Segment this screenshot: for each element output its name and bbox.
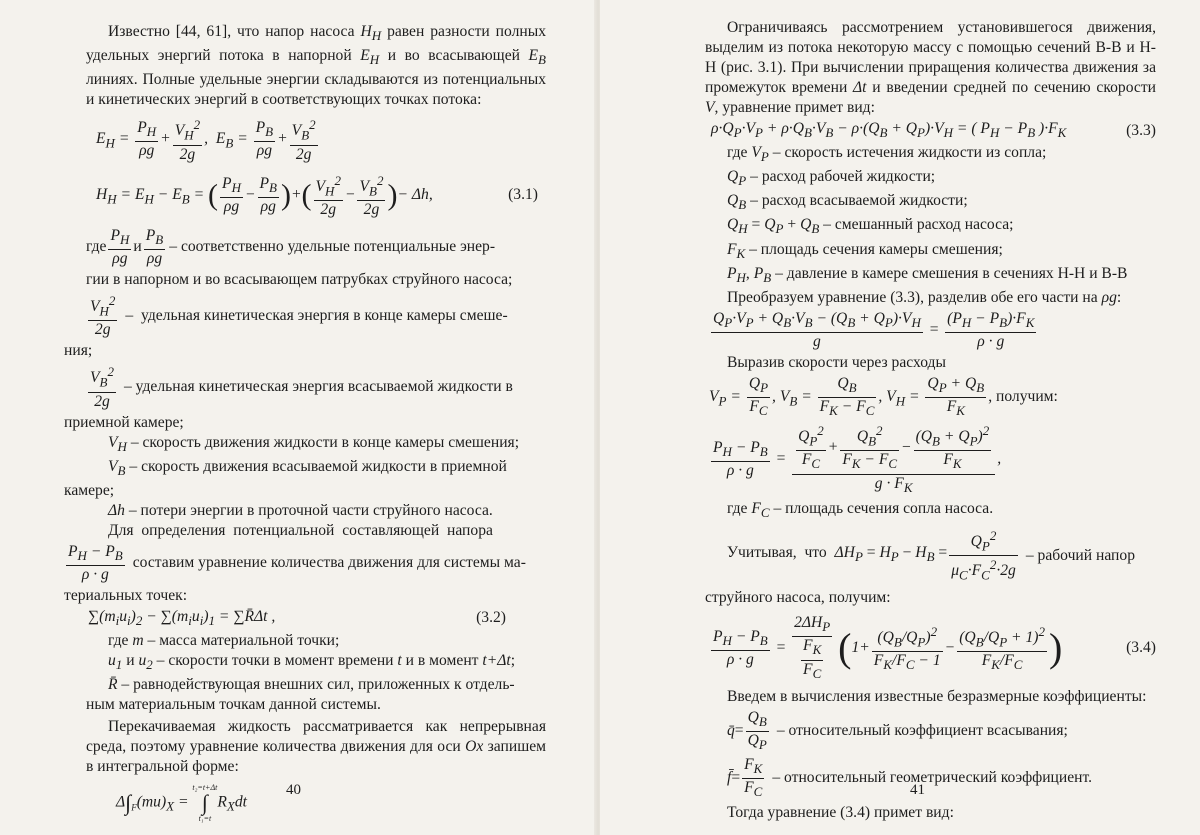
speeds-equation: $V_P$ = $\frac{Q_P}{F_C}$ , $V_B$ = $\frac{Q_B}{F_K - F_C}$ , $V_H$ = $\frac{Q_P + Q_B}{F_K}$ , получим: — [709, 374, 1058, 419]
definition-qh: $Q_H = Q_P + Q_B$ – смешанный расход насоса; — [727, 216, 1014, 237]
definition-potential-energy: где $\frac{P_H}{\rho g}$ и $\frac{P_B}{\rho g}$ – соответственно удельные потенциальные энер- — [86, 226, 496, 267]
equation-number-3-4: (3.4) — [1126, 639, 1156, 657]
integral-intro-paragraph: Перекачиваемая жидкость рассматривается как непрерывная среда, поэтому уравнение количества движения для оси Ox запишем в интегральной форме: — [86, 718, 546, 776]
equation-3-4: $\frac{P_H - P_B}{\rho \cdot g}$ = $\frac{2\Delta H_P}{\frac{F_K}{F_C}}$ (1+ $\frac{(Q_B/Q_P)^2}{F_K/F_C - 1}$ − $\frac{(Q_B/Q_P + 1)^2}{F_K/F_C}$ ) (3.4) — [713, 614, 1156, 681]
definition-u: $u_1$ и $u_2$ – скорости точки в момент времени t и в момент t+Δt; — [108, 651, 516, 673]
page-number: 41 — [910, 782, 925, 798]
equation-number-3-1: (3.1) — [508, 186, 538, 204]
definition-r: R̄ – равнодействующая внешних сил, приложенных к отдель- — [108, 676, 515, 694]
momentum-intro-paragraph: Для определения потенциальной составляющей напора — [108, 521, 493, 539]
coefficients-intro: Введем в вычисления известные безразмерные коэффициенты: — [727, 687, 1147, 705]
page-number: 40 — [286, 782, 301, 798]
definition-f-coefficient: f̄ = $\frac{F_K}{F_C}$ – относительный геометрический коэффициент. — [727, 755, 1093, 800]
definition-fk: $F_K$ – площадь сечения камеры смешения; — [727, 240, 1003, 261]
definition-qp: $Q_P$ – расход рабочей жидкости; — [727, 168, 936, 189]
definition-q-coefficient: q̄ = $\frac{Q_B}{Q_P}$ – относительный коэффициент всасывания; — [727, 708, 1068, 752]
definition-vb-kinetic: $\frac{V_B^2}{2g}$ – удельная кинетическая энергия всасываемой жидкости в — [90, 364, 513, 410]
final-paragraph: Тогда уравнение (3.4) примет вид: — [727, 804, 954, 822]
head-equation: $H_H = E_H - E_B$ = ( $\frac{P_H}{\rho g}$ − $\frac{P_B}{\rho g}$ )+( $\frac{V_H^2}{2g}$ − $\frac{V_B^2}{2g}$ )− Δh, (3.1) — [96, 172, 538, 218]
energy-equation: $E_H$ = $\frac{P_H}{\rho g}$ + $\frac{V_H^2}{2g}$ , $E_B$ = $\frac{P_B}{\rho g}$ + $\frac{V_B^2}{2g}$ — [96, 117, 316, 163]
definition-vb-speed: $V_B$ – скорость движения всасываемой жидкости в приемной — [108, 457, 507, 478]
equation-number-3-3: (3.3) — [1126, 121, 1156, 139]
momentum-equation: $\sum(m_iu_i)_2 - \sum(m_iu_i)_1$ = ∑R̄Δt , (3.2) — [88, 607, 506, 628]
intro-paragraph-render: Известно [44, 61], что напор насоса $H_H$ равен разности полных удельных энергий потока в напорной $E_H$ и во всасывающей $E_B$ линиях. Полные удельные энергии складываются из потенциальных и кинетических энергий в соответствующих точках потока: — [86, 23, 547, 109]
definition-dh: Δh – потери энергии в проточной части струйного насоса. — [108, 501, 493, 519]
definition-m: где m – масса материальной точки; — [108, 631, 340, 649]
speeds-intro: Выразив скорости через расходы — [727, 353, 946, 371]
equation-number-3-2: (3.2) — [476, 609, 506, 627]
equation-3-3: $\rho\cdot Q_P\cdot V_P + \rho\cdot Q_B\cdot V_B - \rho\cdot(Q_B + Q_P)\cdot V_H$ = ( $P_H - P_B$ )$\cdot F_K$ (3.3) — [711, 120, 1156, 141]
definition-vh-kinetic: $\frac{V_H^2}{2g}$ – удельная кинетическая энергия в конце камеры смеше- — [90, 292, 508, 339]
right-page: Ограничиваясь рассмотрением установившегося движения, выделим из потока некоторую массу с помощью сечений В-В и Н-Н (рис. 3.1). При вычислении приращения количества движения за промежуток времени Δt и введении средней по сечению скорости V, уравнение примет вид: $\rho\cdot Q_P\cdot V_P + \rho\cdot Q_B\cdot V_B - \rho\cdot(Q_B + Q_P)\cdot V_H$ = ( $P_H - P_B$ )$\cdot F_K$ (3.3) где $V_P$ – скорость истечения жидкости из сопла; $Q_P$ – расход рабочей жидкости; $Q_B$ – расход всасываемой жидкости; $Q_H = Q_P + Q_B$ – смешанный расход насоса; $F_K$ – площадь сечения камеры смешения; $P_H$, $P_B$ – давление в камере смешения в сечениях Н-Н и В-В Преобразуем уравнение (3.3), разделив обе его части на ρg: $\frac{Q_P\cdot V_P + Q_B\cdot V_B - (Q_B + Q_P)\cdot V_H}{g}$ = $\frac{(P_H - P_B)\cdot F_K}{\rho \cdot g}$ Выразив скорости через расходы $V_P$ = $\frac{Q_P}{F_C}$ , $V_B$ = $\frac{Q_B}{F_K - F_C}$ , $V_H$ = $\frac{Q_P + Q_B}{F_K}$ , получим: $\frac{P_H - P_B}{\rho \cdot g}$ = $\frac{Q_P^2}{F_C}$ + $\frac{Q_B^2}{F_K - F_C}$ − $\frac{(Q_B + Q_P)^2}{F_K}$ $g \cdot F_K$ , где $F_C$ – площадь сечения сопла насоса. Учитывая, что $\Delta H_P = H_P - H_B$ = $\frac{Q_P^2}{\mu_C\cdot F_C^2\cdot 2g}$ – рабочий напор струйного насоса, получим: $\frac{P_H - P_B}{\rho \cdot g}$ = $\frac{2\Delta H_P}{\frac{F_K}{F_C}}$ (1+ $\frac{(Q_B/Q_P)^2}{F_K/F_C - 1}$ − $\frac{(Q_B/Q_P + 1)^2}{F_K/F_C}$ ) (3.4) Введем в вычисления известные безразмерные коэффициенты: q̄ = $\frac{Q_B}{Q_P}$ – относительный коэффициент всасывания; f̄ = $\frac{F_K}{F_C}$ – относительный геометрический коэффициент. Тогда уравнение (3.4) примет вид: 41 — [600, 0, 1200, 835]
definition-vp: где $V_P$ – скорость истечения жидкости из сопла; — [727, 144, 1047, 165]
left-page: Известно [44, 61], что напор насоса $H_H$ равен разности полных удельных энергий потока в напорной $E_H$ и во всасывающей $E_B$ линиях. Полные удельные энергии складываются из потенциальных и кинетических энергий в соответствующих точках потока: $E_H$ = $\frac{P_H}{\rho g}$ + $\frac{V_H^2}{2g}$ , $E_B$ = $\frac{P_B}{\rho g}$ + $\frac{V_B^2}{2g}$ $H_H = E_H - E_B$ = ( $\frac{P_H}{\rho g}$ − $\frac{P_B}{\rho g}$ )+( $\frac{V_H^2}{2g}$ − $\frac{V_B^2}{2g}$ )− Δh, (3.1) где $\frac{P_H}{\rho g}$ и $\frac{P_B}{\rho g}$ – соответственно удельные потенциальные энер- гии в напорном и во всасывающем патрубках струйного насоса; $\frac{V_H^2}{2g}$ – удельная кинетическая энергия в конце камеры смеше- ния; $\frac{V_B^2}{2g}$ – удельная кинетическая энергия всасываемой жидкости в приемной камере; $V_H$ – скорость движения жидкости в конце камеры смешения; $V_B$ – скорость движения всасываемой жидкости в приемной камере; Δh – потери энергии в проточной части струйного насоса. Для определения потенциальной составляющей напора $\frac{P_H - P_B}{\rho \cdot g}$ составим уравнение количества движения для системы ма- териальных точек: $\sum(m_iu_i)_2 - \sum(m_iu_i)_1$ = ∑R̄Δt , (3.2) где m – масса материальной точки; $u_1$ и $u_2$ – скорости точки в момент времени t и в момент t+Δt; R̄ – равнодействующая внешних сил, приложенных к отдель- ным материальным точкам данной системы. Перекачиваемая жидкость рассматривается как непрерывная среда, поэтому уравнение количества движения для оси Ox запишем в интегральной форме: $\Delta\int_F(mu)_X$ = t₂=t+Δt ∫ t₁=t $R_Xdt$ 40 — [0, 0, 596, 835]
definition-qb: $Q_B$ – расход всасываемой жидкости; — [727, 192, 968, 213]
divided-equation: $\frac{Q_P\cdot V_P + Q_B\cdot V_B - (Q_B + Q_P)\cdot V_H}{g}$ = $\frac{(P_H - P_B)\cdot F_K}{\rho \cdot g}$ — [713, 309, 1035, 350]
transform-paragraph: Преобразуем уравнение (3.3), разделив обе его части на ρg: — [727, 288, 1122, 306]
definition-fc: где $F_C$ – площадь сечения сопла насоса. — [727, 499, 994, 520]
integral-equation: $\Delta\int_F(mu)_X$ = t₂=t+Δt ∫ t₁=t $R_Xdt$ — [116, 783, 247, 824]
working-head-line: Учитывая, что $\Delta H_P = H_P - H_B$ = $\frac{Q_P^2}{\mu_C\cdot F_C^2\cdot 2g}$ – рабочий напор — [727, 527, 1135, 583]
definition-ph-pb: $P_H$, $P_B$ – давление в камере смешения в сечениях Н-Н и В-В — [727, 264, 1128, 285]
pressure-result-equation: $\frac{P_H - P_B}{\rho \cdot g}$ = $\frac{Q_P^2}{F_C}$ + $\frac{Q_B^2}{F_K - F_C}$ − $\frac{(Q_B + Q_P)^2}{F_K}$ $g \cdot F_K$ , — [713, 423, 1002, 495]
steady-motion-paragraph: Ограничиваясь рассмотрением установившегося движения, выделим из потока некоторую массу с помощью сечений В-В и Н-Н (рис. 3.1). При вычислении приращения количества движения за промежуток времени Δt и введении средней по сечению скорости V, уравнение примет вид: — [705, 19, 1156, 116]
definition-vh-speed: $V_H$ – скорость движения жидкости в конце камеры смешения; — [108, 433, 520, 454]
